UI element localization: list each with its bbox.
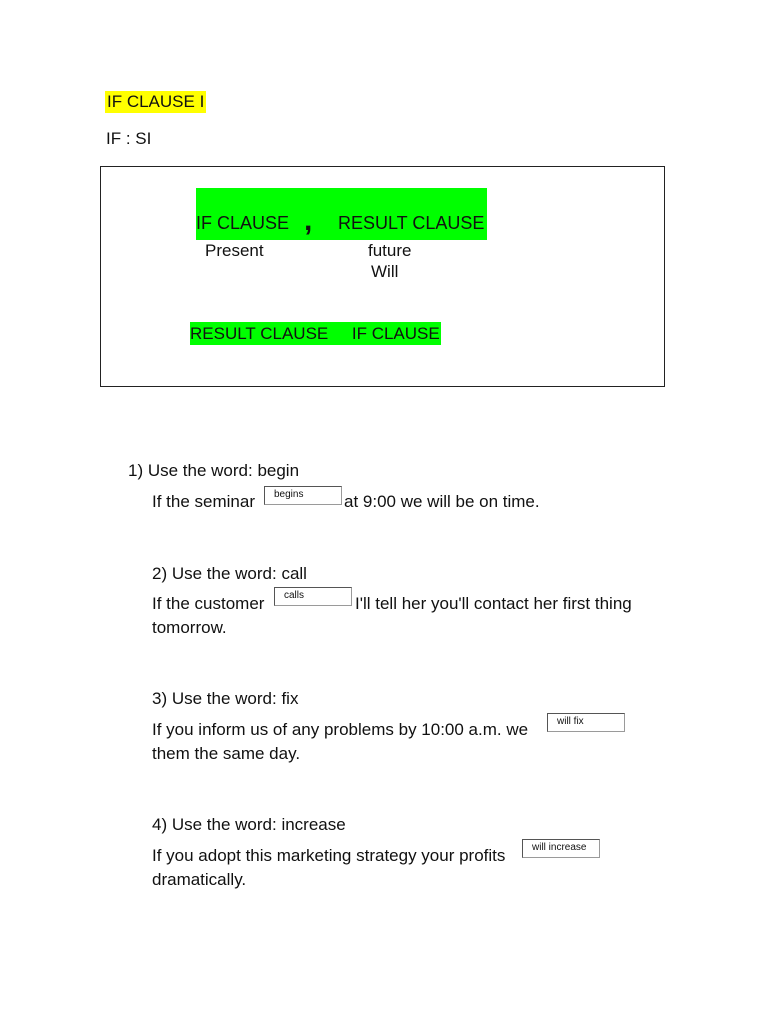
page-subtitle: IF : SI (106, 129, 152, 148)
exercise-2-sentence-start: If the customer (152, 594, 265, 613)
exercise-3-prompt: 3) Use the word: fix (152, 689, 299, 708)
exercise-1-sentence-end: at 9:00 we will be on time. (344, 492, 540, 511)
exercise-3-sentence-start: If you inform us of any problems by 10:00 a.m. we (152, 720, 529, 739)
result-clause-auxiliary: Will (371, 262, 399, 281)
alternate-clause-order: RESULT CLAUSE IF CLAUSE (190, 324, 440, 343)
exercise-2-sentence-end: I'll tell her you'll contact her first thing (355, 594, 632, 613)
exercise-2-answer-field[interactable]: calls (274, 587, 352, 606)
clause-order-banner (196, 188, 487, 240)
exercise-3-answer-field[interactable]: will fix (547, 713, 625, 732)
if-clause-label: IF CLAUSE (196, 213, 290, 233)
exercise-4-prompt: 4) Use the word: increase (152, 815, 346, 834)
result-clause-label: RESULT CLAUSE (338, 213, 485, 233)
exercise-2-prompt: 2) Use the word: call (152, 564, 307, 583)
exercise-1-answer-field[interactable]: begins (264, 486, 342, 505)
exercise-3-continuation: them the same day. (152, 744, 301, 763)
exercise-4-sentence-start: If you adopt this marketing strategy your profits (152, 846, 506, 865)
comma-separator: , (304, 204, 313, 237)
if-clause-tense: Present (205, 241, 264, 260)
exercise-1-prompt: 1) Use the word: begin (128, 461, 300, 480)
exercise-2-continuation: tomorrow. (152, 618, 227, 637)
page-title: IF CLAUSE I (107, 92, 205, 111)
exercise-4-answer-field[interactable]: will increase (522, 839, 600, 858)
exercise-1-sentence-start: If the seminar (152, 492, 255, 511)
result-clause-tense: future (368, 241, 412, 260)
exercise-4-continuation: dramatically. (152, 870, 247, 889)
clause-diagram-box (100, 166, 665, 387)
